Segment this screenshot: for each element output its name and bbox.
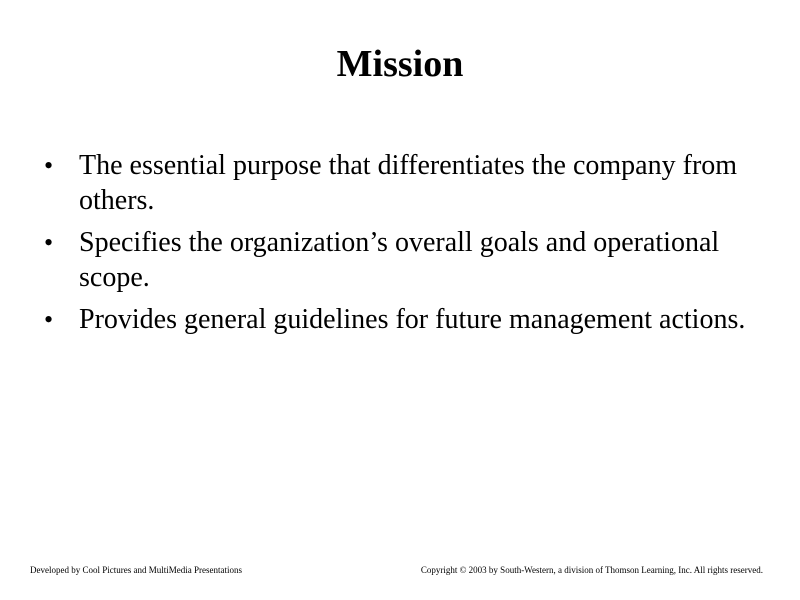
bullet-list [40, 148, 750, 344]
bullet-item [40, 148, 750, 218]
bullet-text: Specifies the organization’s overall goals and operational scope. [79, 227, 720, 293]
footer-copyright: Copyright © 2003 by South-Western, a division of Thomson Learning, Inc. All rights reserved. [420, 565, 763, 575]
bullet-text: The essential purpose that differentiates the company from others. [79, 150, 738, 216]
bullet-item [40, 302, 750, 337]
footer-credit: Developed by Cool Pictures and MultiMedia Presentations [30, 565, 242, 575]
bullet-icon: • [44, 228, 54, 257]
bullet-text: Provides general guidelines for future management actions. [79, 304, 746, 335]
bullet-icon: • [44, 151, 54, 180]
slide-title: Mission [336, 43, 464, 85]
bullet-item [40, 225, 750, 295]
bullet-icon: • [44, 305, 54, 334]
